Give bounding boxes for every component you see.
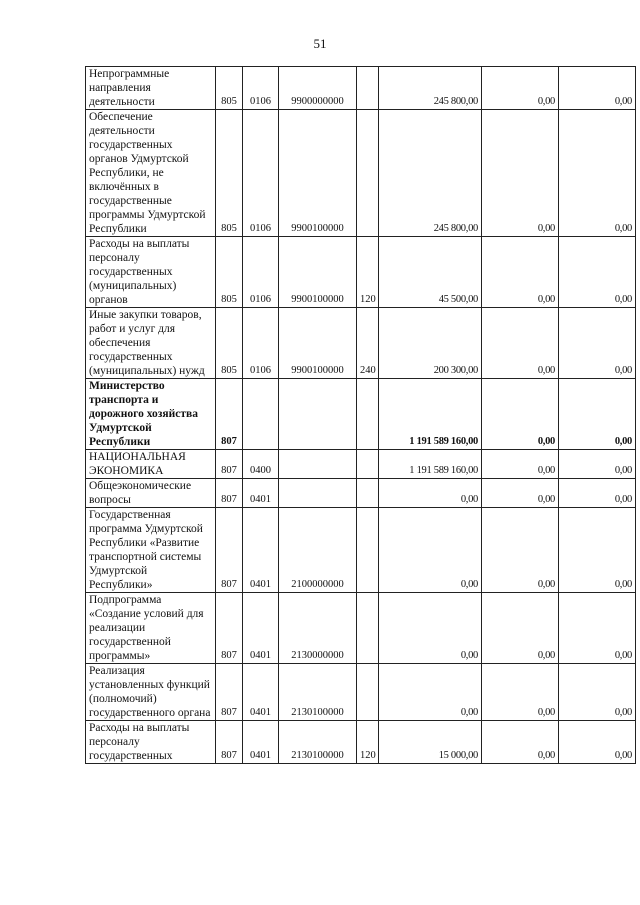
amount-2: 0,00	[537, 365, 555, 376]
item-name: Расходы на выплаты персоналу государственных	[89, 722, 190, 762]
table-row	[86, 379, 636, 450]
expense-type-cell	[357, 450, 379, 479]
ministry-code-cell	[216, 450, 243, 479]
amount-cell	[379, 237, 482, 308]
amount-3-cell	[559, 479, 636, 508]
amount-cell	[379, 593, 482, 664]
amount-3-cell	[559, 237, 636, 308]
amount-2: 0,00	[537, 707, 555, 718]
amount-2-cell	[482, 479, 559, 508]
item-name-cell	[86, 450, 216, 479]
amount-3: 0,00	[614, 365, 632, 376]
item-name: Непрограммные направления деятельности	[89, 68, 170, 108]
section-code-cell	[243, 479, 279, 508]
expense-type-cell	[357, 237, 379, 308]
amount-3: 0,00	[614, 650, 632, 661]
section-code: 0106	[250, 365, 271, 376]
page-number: 51	[313, 36, 327, 51]
item-name-cell	[86, 508, 216, 593]
amount-3-cell	[559, 379, 636, 450]
amount-2: 0,00	[537, 579, 555, 590]
amount-2-cell	[482, 237, 559, 308]
amount-cell	[379, 67, 482, 110]
item-name: Реализация установленных функций (полномочий) государственного органа	[89, 665, 211, 719]
amount-cell	[379, 450, 482, 479]
amount-2: 0,00	[537, 294, 555, 305]
item-name: Обеспечение деятельности государственных органов Удмуртской Республики, не включённых в государственные программы Удмуртской Республики	[89, 111, 206, 235]
amount: 1 191 589 160,00	[409, 436, 478, 447]
target-article-cell	[279, 67, 357, 110]
amount-2: 0,00	[537, 650, 555, 661]
amount: 45 500,00	[438, 294, 478, 305]
section-code: 0401	[250, 650, 271, 661]
amount-3: 0,00	[614, 465, 632, 476]
amount: 15 000,00	[438, 750, 478, 761]
target-article-cell	[279, 237, 357, 308]
amount-2-cell	[482, 450, 559, 479]
amount-3: 0,00	[614, 579, 632, 590]
table-row	[86, 479, 636, 508]
section-code-cell	[243, 67, 279, 110]
item-name-cell	[86, 479, 216, 508]
amount: 245 800,00	[433, 223, 478, 234]
target-article-cell	[279, 110, 357, 237]
section-code-cell	[243, 237, 279, 308]
item-name: Иные закупки товаров, работ и услуг для обеспечения государственных (муниципальных) нужд	[89, 309, 205, 377]
target-article-code: 2130100000	[291, 707, 344, 718]
table-row	[86, 67, 636, 110]
item-name-cell	[86, 308, 216, 379]
item-name-cell	[86, 110, 216, 237]
amount-3-cell	[559, 721, 636, 764]
target-article-cell	[279, 721, 357, 764]
target-article-code: 2130100000	[291, 750, 344, 761]
ministry-code-cell	[216, 379, 243, 450]
amount-3-cell	[559, 450, 636, 479]
item-name: Общеэкономические вопросы	[89, 480, 192, 506]
ministry-code: 805	[221, 294, 237, 305]
target-article-code: 2100000000	[291, 579, 344, 590]
expense-type-cell	[357, 593, 379, 664]
amount-3: 0,00	[614, 750, 632, 761]
section-code: 0400	[250, 465, 271, 476]
expense-type-cell	[357, 67, 379, 110]
ministry-code: 805	[221, 96, 237, 107]
ministry-code-cell	[216, 110, 243, 237]
section-code: 0106	[250, 294, 271, 305]
expense-type-code: 240	[360, 365, 376, 376]
section-code: 0106	[250, 96, 271, 107]
amount-3: 0,00	[614, 223, 632, 234]
item-name: Государственная программа Удмуртской Республики «Развитие транспортной системы Удмуртской Республики»	[89, 509, 203, 591]
section-code-cell	[243, 110, 279, 237]
table-row	[86, 508, 636, 593]
target-article-cell	[279, 379, 357, 450]
table-row	[86, 450, 636, 479]
amount-2: 0,00	[537, 223, 555, 234]
ministry-code-cell	[216, 508, 243, 593]
amount-3: 0,00	[614, 294, 632, 305]
expense-type-cell	[357, 508, 379, 593]
ministry-code-cell	[216, 237, 243, 308]
expense-type-cell	[357, 664, 379, 721]
expense-type-code: 120	[360, 294, 376, 305]
ministry-code-cell	[216, 593, 243, 664]
item-name-cell	[86, 664, 216, 721]
ministry-code: 807	[221, 436, 237, 447]
section-code: 0106	[250, 223, 271, 234]
amount: 245 800,00	[433, 96, 478, 107]
amount-3: 0,00	[614, 96, 632, 107]
ministry-code: 807	[221, 465, 237, 476]
amount-3: 0,00	[614, 494, 632, 505]
target-article-code: 2130000000	[291, 650, 344, 661]
amount-cell	[379, 308, 482, 379]
amount-cell	[379, 721, 482, 764]
amount-2-cell	[482, 110, 559, 237]
section-code-cell	[243, 664, 279, 721]
amount-2: 0,00	[537, 96, 555, 107]
section-code: 0401	[250, 494, 271, 505]
section-code-cell	[243, 721, 279, 764]
expense-type-cell	[357, 721, 379, 764]
section-code-cell	[243, 450, 279, 479]
expense-type-code: 120	[360, 750, 376, 761]
amount-2-cell	[482, 308, 559, 379]
item-name: Министерство транспорта и дорожного хозяйства Удмуртской Республики	[89, 380, 198, 448]
target-article-cell	[279, 450, 357, 479]
table-row	[86, 664, 636, 721]
amount-cell	[379, 664, 482, 721]
item-name: Расходы на выплаты персоналу государственных (муниципальных) органов	[89, 238, 190, 306]
ministry-code: 807	[221, 579, 237, 590]
amount-cell	[379, 379, 482, 450]
amount: 0,00	[460, 494, 478, 505]
target-article-cell	[279, 664, 357, 721]
ministry-code-cell	[216, 664, 243, 721]
target-article-cell	[279, 508, 357, 593]
target-article-cell	[279, 308, 357, 379]
ministry-code: 807	[221, 650, 237, 661]
amount-2: 0,00	[537, 465, 555, 476]
section-code-cell	[243, 308, 279, 379]
section-code: 0401	[250, 707, 271, 718]
ministry-code: 805	[221, 365, 237, 376]
amount-2-cell	[482, 593, 559, 664]
amount-2-cell	[482, 379, 559, 450]
amount-cell	[379, 110, 482, 237]
table-row	[86, 721, 636, 764]
amount-3-cell	[559, 308, 636, 379]
expense-type-cell	[357, 379, 379, 450]
amount-2-cell	[482, 508, 559, 593]
amount-3-cell	[559, 664, 636, 721]
amount-2-cell	[482, 721, 559, 764]
amount-2: 0,00	[537, 750, 555, 761]
amount: 1 191 589 160,00	[409, 465, 478, 476]
item-name: НАЦИОНАЛЬНАЯ ЭКОНОМИКА	[89, 451, 186, 477]
amount-3-cell	[559, 67, 636, 110]
amount-2-cell	[482, 67, 559, 110]
section-code-cell	[243, 508, 279, 593]
amount: 200 300,00	[433, 365, 478, 376]
ministry-code-cell	[216, 721, 243, 764]
ministry-code: 807	[221, 707, 237, 718]
table-row	[86, 237, 636, 308]
target-article-cell	[279, 593, 357, 664]
section-code-cell	[243, 593, 279, 664]
item-name-cell	[86, 721, 216, 764]
budget-table	[85, 66, 636, 764]
section-code: 0401	[250, 750, 271, 761]
amount-3-cell	[559, 508, 636, 593]
table-row	[86, 593, 636, 664]
expense-type-cell	[357, 110, 379, 237]
target-article-code: 9900100000	[291, 365, 344, 376]
item-name-cell	[86, 379, 216, 450]
expense-type-cell	[357, 479, 379, 508]
ministry-code-cell	[216, 308, 243, 379]
item-name-cell	[86, 593, 216, 664]
section-code: 0401	[250, 579, 271, 590]
amount-cell	[379, 508, 482, 593]
amount-2: 0,00	[537, 436, 555, 447]
item-name-cell	[86, 237, 216, 308]
ministry-code: 807	[221, 494, 237, 505]
amount-2: 0,00	[537, 494, 555, 505]
amount-2-cell	[482, 664, 559, 721]
table-row	[86, 110, 636, 237]
amount: 0,00	[460, 650, 478, 661]
ministry-code-cell	[216, 67, 243, 110]
item-name-cell	[86, 67, 216, 110]
ministry-code: 807	[221, 750, 237, 761]
amount-cell	[379, 479, 482, 508]
section-code-cell	[243, 379, 279, 450]
amount-3-cell	[559, 593, 636, 664]
target-article-code: 9900100000	[291, 223, 344, 234]
target-article-code: 9900000000	[291, 96, 344, 107]
expense-type-cell	[357, 308, 379, 379]
amount-3-cell	[559, 110, 636, 237]
ministry-code: 805	[221, 223, 237, 234]
amount-3: 0,00	[614, 707, 632, 718]
amount: 0,00	[460, 579, 478, 590]
table-row	[86, 308, 636, 379]
amount-3: 0,00	[614, 436, 632, 447]
target-article-cell	[279, 479, 357, 508]
amount: 0,00	[460, 707, 478, 718]
ministry-code-cell	[216, 479, 243, 508]
item-name: Подпрограмма «Создание условий для реализации государственной программы»	[89, 594, 204, 662]
target-article-code: 9900100000	[291, 294, 344, 305]
